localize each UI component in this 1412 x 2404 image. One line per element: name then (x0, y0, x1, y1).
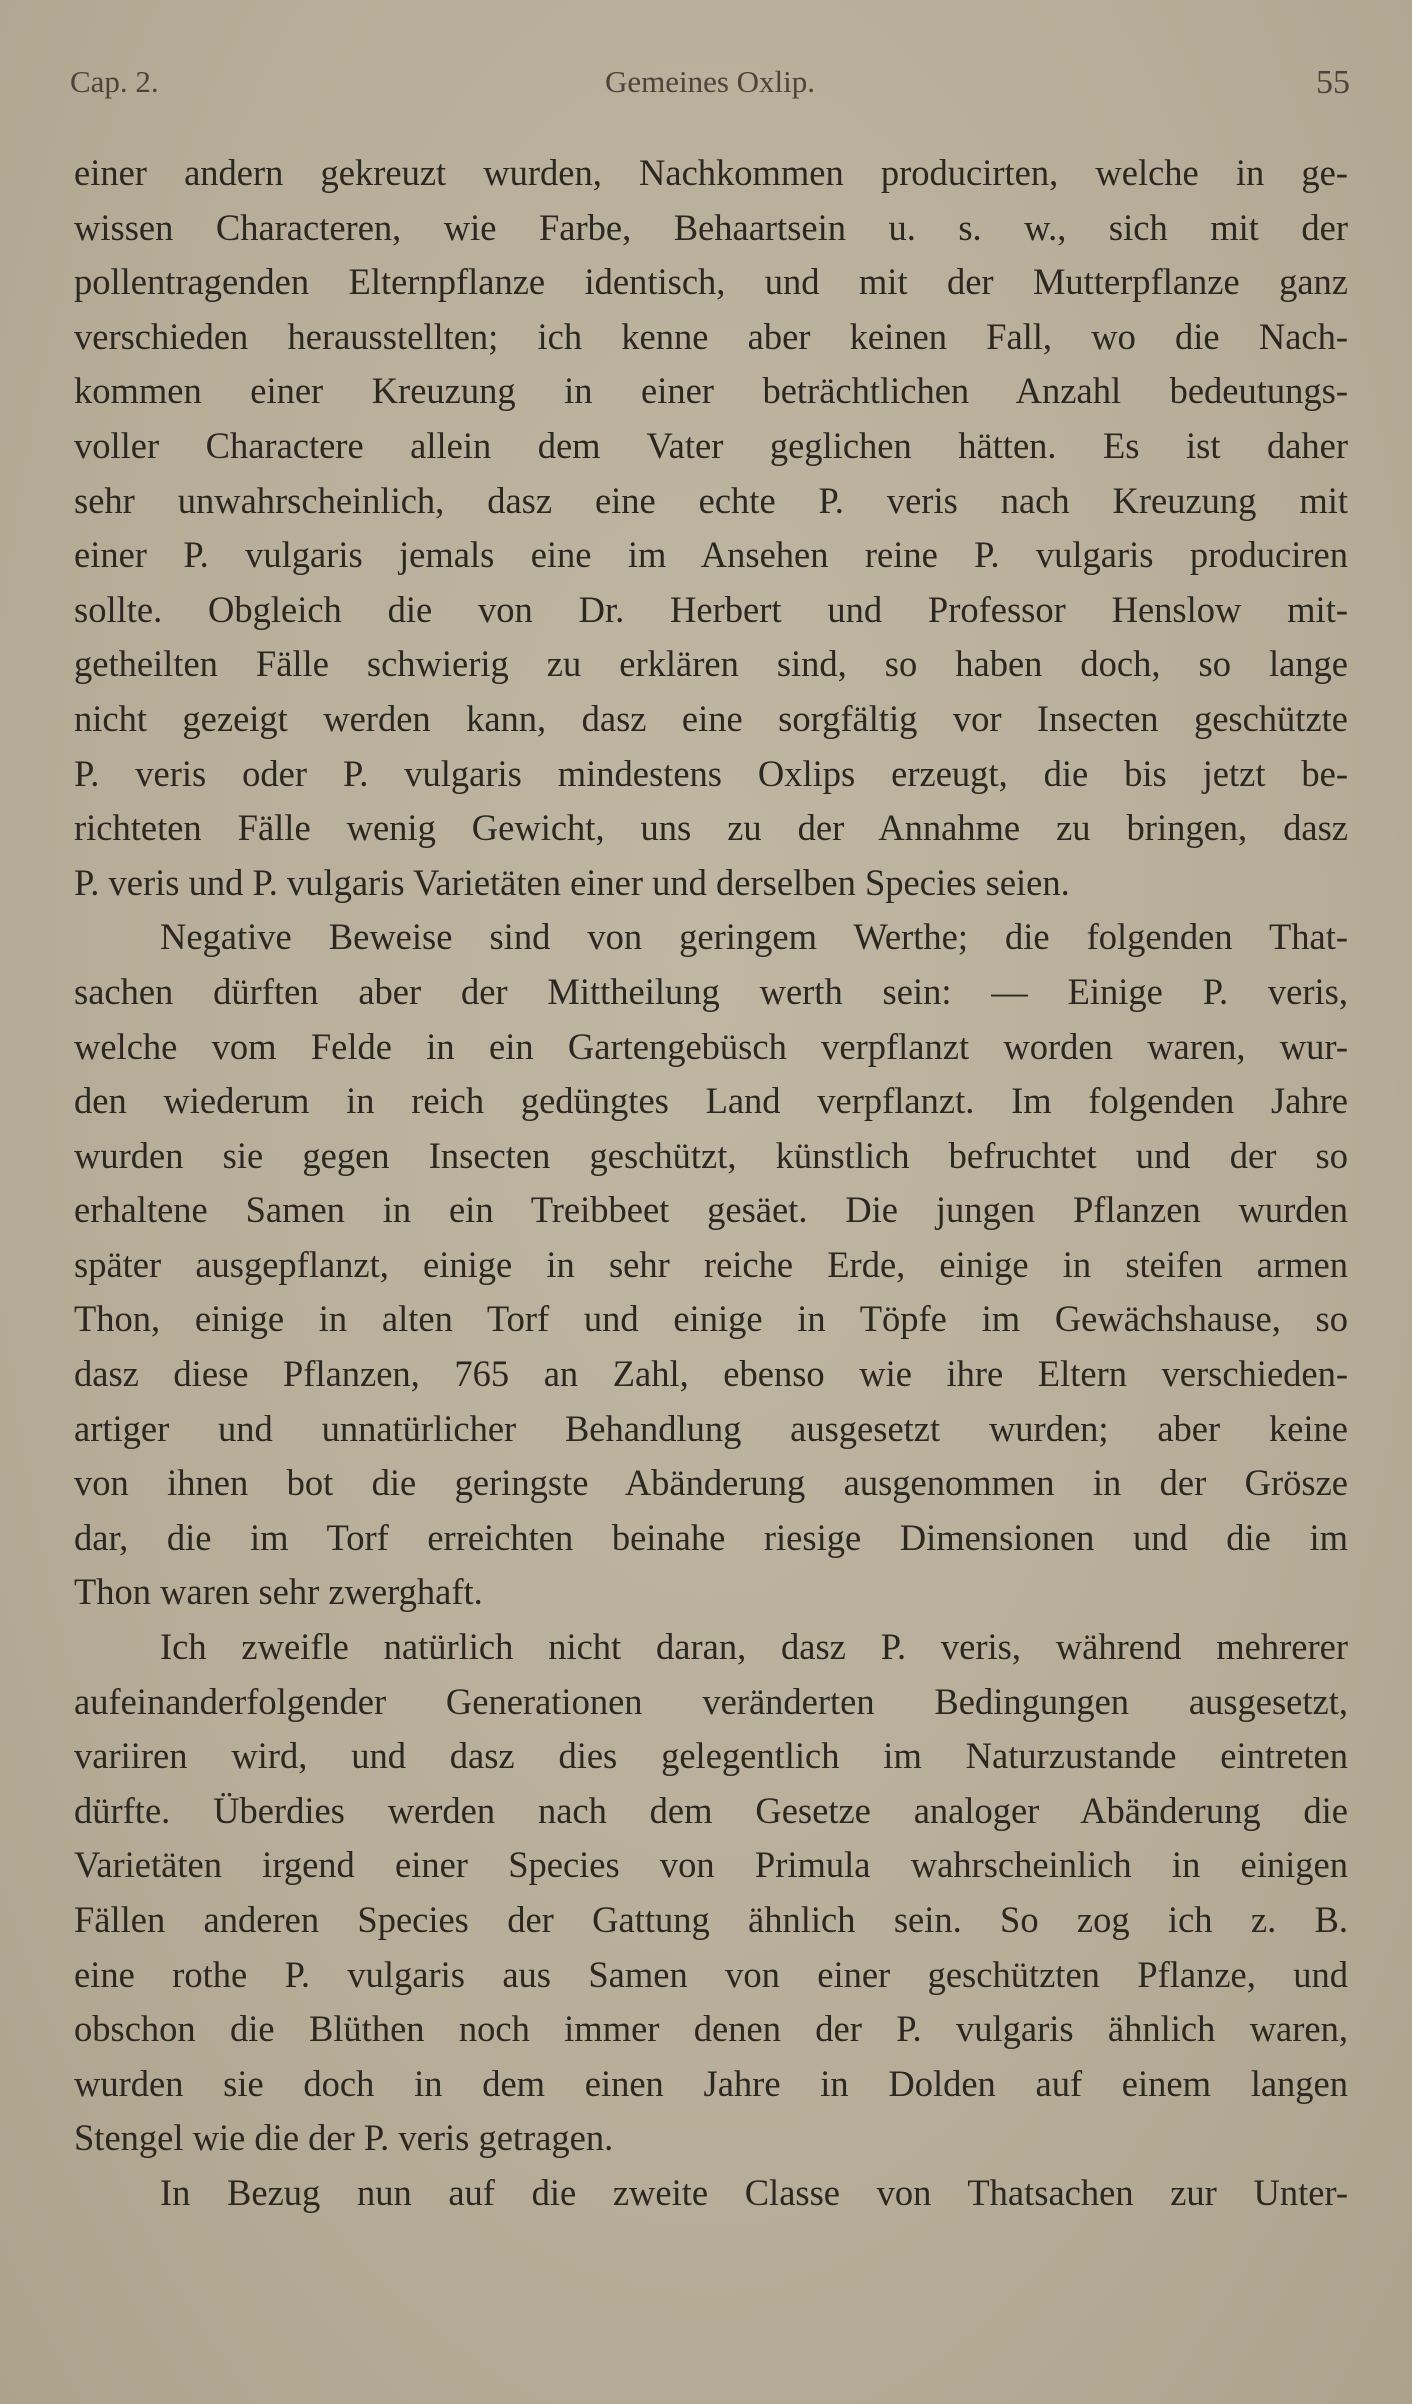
section-title: Gemeines Oxlip. (604, 64, 816, 99)
text-line: dürfte. Überdies werden nach dem Gesetze analoger Abänderung die (74, 1789, 1348, 1831)
text-line: Fällen anderen Species der Gattung ähnlich sein. So zog ich z. B. (74, 1899, 1348, 1940)
text-line: pollentragenden Elternpflanze identisch, und mit der Mutterpflanze ganz (74, 261, 1348, 303)
text-line: eine rothe P. vulgaris aus Samen von einer geschützten Pflanze, und (74, 1953, 1348, 1995)
text-line: richteten Fälle wenig Gewicht, uns zu der Annahme zu bringen, dasz (74, 807, 1348, 849)
text-line: später ausgepflanzt, einige in sehr reiche Erde, einige in steifen armen (74, 1243, 1348, 1285)
paragraph-first-line: Negative Beweise sind von geringem Werthe; die folgenden That- (160, 916, 1348, 958)
text-line: Stengel wie die der P. veris getragen. (74, 2117, 614, 2159)
text-line: variiren wird, und dasz dies gelegentlich im Naturzustande eintreten (74, 1735, 1348, 1777)
paragraph-first-line: In Bezug nun auf die zweite Classe von Thatsachen zur Unter- (160, 2171, 1348, 2213)
chapter-label: Cap. 2. (70, 64, 159, 99)
text-line: wissen Characteren, wie Farbe, Behaartsein u. s. w., sich mit der (74, 206, 1348, 248)
text-line: Varietäten irgend einer Species von Primula wahrscheinlich in einigen (74, 1844, 1348, 1886)
text-line: erhaltene Samen in ein Treibbeet gesäet. Die jungen Pflanzen wurden (74, 1189, 1348, 1231)
text-line: einer P. vulgaris jemals eine im Ansehen reine P. vulgaris produciren (74, 534, 1348, 576)
text-line: einer andern gekreuzt wurden, Nachkommen producirten, welche in ge- (74, 152, 1348, 193)
running-head (70, 64, 1350, 108)
text-line: kommen einer Kreuzung in einer beträchtlichen Anzahl bedeutungs- (74, 370, 1348, 412)
text-line: getheilten Fälle schwierig zu erklären sind, so haben doch, so lange (74, 643, 1348, 685)
text-line: Thon waren sehr zwerghaft. (74, 1571, 483, 1613)
text-line: wurden sie gegen Insecten geschützt, künstlich befruchtet und der so (74, 1134, 1348, 1176)
text-line: P. veris oder P. vulgaris mindestens Oxlips erzeugt, die bis jetzt be- (74, 752, 1348, 794)
text-line: P. veris und P. vulgaris Varietäten einer und derselben Species seien. (74, 861, 1070, 903)
text-line: nicht gezeigt werden kann, dasz eine sorgfältig vor Insecten geschützte (74, 697, 1348, 739)
text-line: welche vom Felde in ein Gartengebüsch verpflanzt worden waren, wur- (74, 1025, 1348, 1067)
text-line: dasz diese Pflanzen, 765 an Zahl, ebenso wie ihre Eltern verschieden- (74, 1353, 1348, 1395)
text-line: wurden sie doch in dem einen Jahre in Dolden auf einem langen (74, 2062, 1348, 2104)
text-line: dar, die im Torf erreichten beinahe riesige Dimensionen und die im (74, 1516, 1348, 1558)
text-line: Thon, einige in alten Torf und einige in Töpfe im Gewächshause, so (74, 1298, 1348, 1340)
text-line: artiger und unnatürlicher Behandlung ausgesetzt wurden; aber keine (74, 1407, 1348, 1449)
text-line: voller Charactere allein dem Vater geglichen hätten. Es ist daher (74, 424, 1348, 466)
text-line: sollte. Obgleich die von Dr. Herbert und Professor Henslow mit- (74, 588, 1348, 630)
text-line: aufeinanderfolgender Generationen veränderten Bedingungen ausgesetzt, (74, 1680, 1348, 1722)
text-line: obschon die Blüthen noch immer denen der P. vulgaris ähnlich waren, (74, 2008, 1348, 2050)
text-line: den wiederum in reich gedüngtes Land verpflanzt. Im folgenden Jahre (74, 1080, 1348, 1122)
text-line: sachen dürften aber der Mittheilung werth sein: — Einige P. veris, (74, 970, 1348, 1012)
text-line: von ihnen bot die geringste Abänderung ausgenommen in der Grösze (74, 1462, 1348, 1504)
body-text (74, 146, 1348, 2221)
page-number: 55 (1316, 64, 1350, 101)
paragraph-first-line: Ich zweifle natürlich nicht daran, dasz P. veris, während mehrerer (160, 1626, 1348, 1668)
text-line: sehr unwahrscheinlich, dasz eine echte P. veris nach Kreuzung mit (74, 479, 1348, 521)
text-line: verschieden herausstellten; ich kenne aber keinen Fall, wo die Nach- (74, 315, 1348, 357)
